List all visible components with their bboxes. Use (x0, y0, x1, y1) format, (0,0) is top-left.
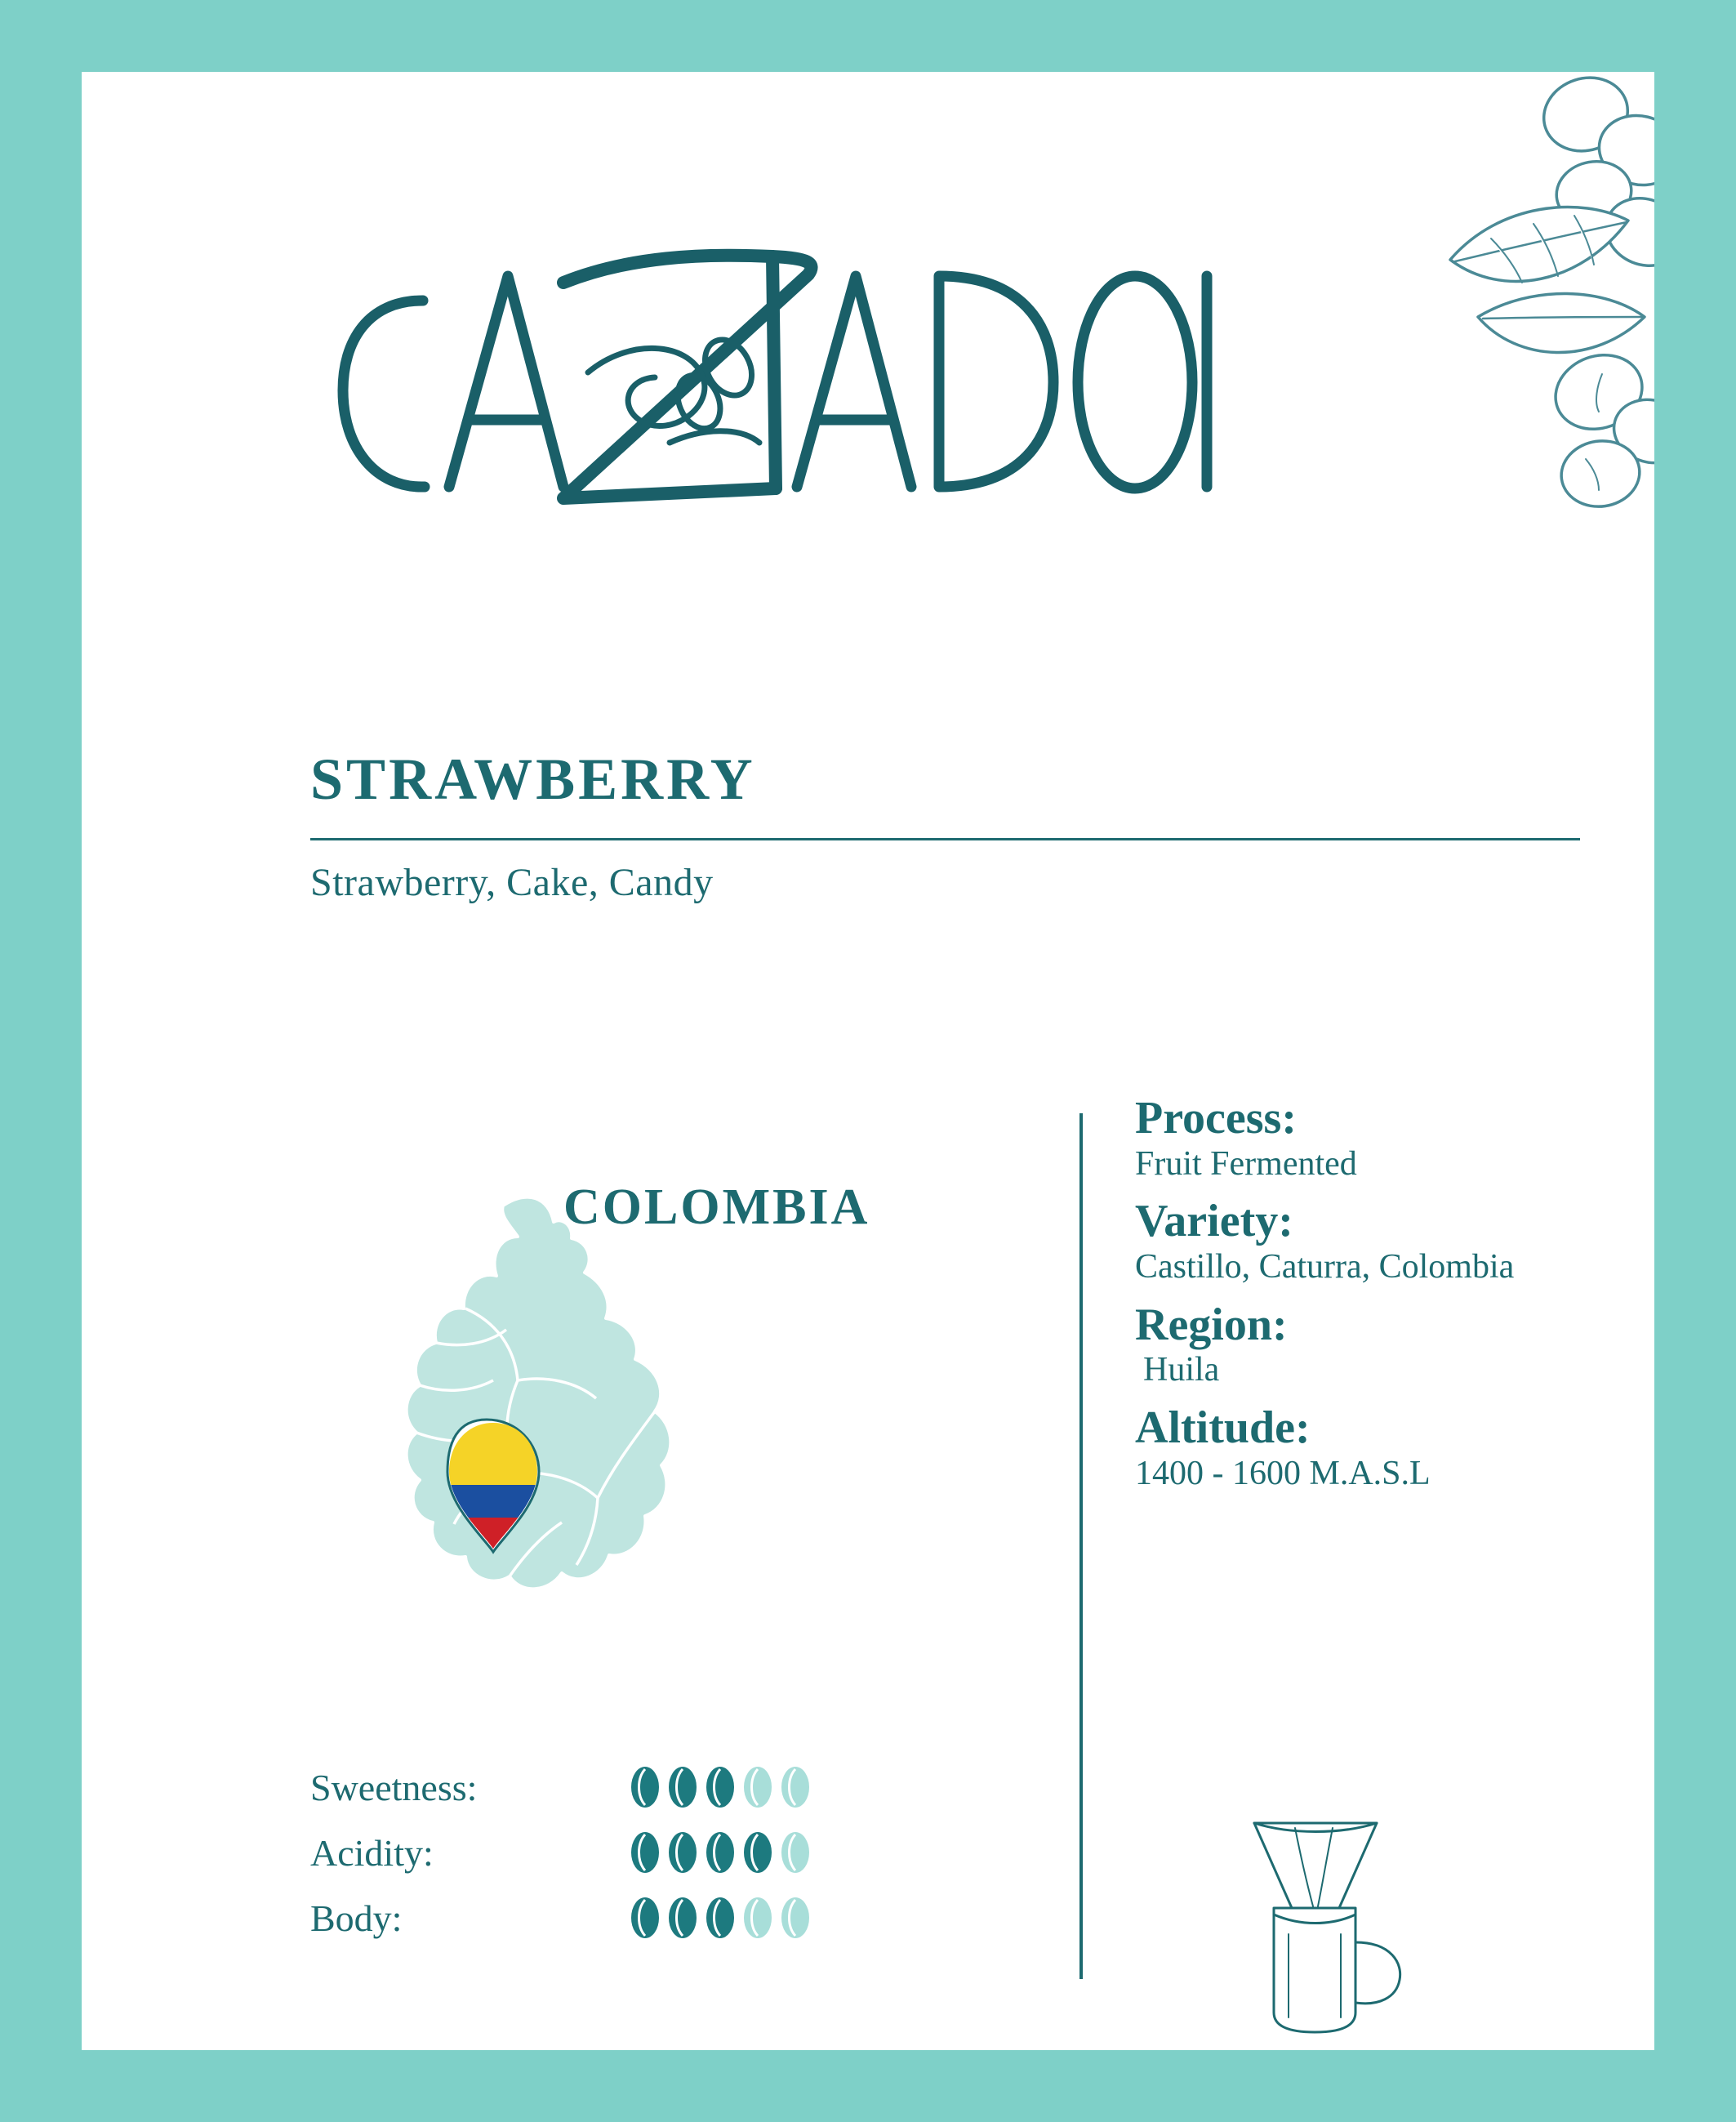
title-block (310, 747, 1592, 905)
bean-meter-sweetness (629, 1765, 812, 1809)
coffee-bean-icon-empty (741, 1765, 774, 1809)
coffee-bean-icon (704, 1765, 737, 1809)
coffee-bean-icon-empty (779, 1830, 812, 1875)
cazador-wordmark-logo (318, 178, 1217, 562)
coffee-bean-icon (666, 1830, 699, 1875)
title-divider (310, 838, 1580, 840)
rating-label-sweetness: Sweetness: (310, 1766, 478, 1808)
country-label: COLOMBIA (563, 1179, 870, 1235)
rating-label-acidity: Acidity: (310, 1831, 434, 1874)
spec-value-process: Fruit Fermented (1135, 1144, 1357, 1183)
coffee-bean-icon (629, 1765, 661, 1809)
coffee-bean-icon (666, 1896, 699, 1940)
coffee-bean-icon (666, 1765, 699, 1809)
pour-over-brewer-icon (1225, 1803, 1437, 2040)
spec-key-variety: Variety: (1135, 1196, 1293, 1247)
spec-value-region: Huila (1143, 1351, 1220, 1389)
coffee-bean-icon (629, 1830, 661, 1875)
bean-meter-body (629, 1896, 812, 1940)
page-title: STRAWBERRY (310, 747, 756, 812)
tasting-notes: Strawberry, Cake, Candy (310, 861, 714, 904)
coffee-bean-icon (741, 1830, 774, 1875)
rating-list (310, 1754, 882, 1950)
spec-value-altitude: 1400 - 1600 M.A.S.L (1135, 1454, 1431, 1492)
coffee-branch-illustration (1426, 72, 1654, 627)
colombia-map (343, 1175, 751, 1681)
brand-header (82, 72, 1654, 693)
coffee-bean-icon (629, 1896, 661, 1940)
rating-label-body: Body: (310, 1897, 403, 1939)
coffee-bean-icon (704, 1830, 737, 1875)
spec-key-process: Process: (1135, 1093, 1297, 1143)
rating-row (310, 1754, 882, 1820)
coffee-bean-icon-empty (779, 1896, 812, 1940)
vertical-divider (1079, 1113, 1083, 1979)
spec-key-altitude: Altitude: (1135, 1402, 1311, 1453)
spec-list (1135, 1093, 1641, 1505)
spec-value-variety: Castillo, Caturra, Colombia (1135, 1247, 1515, 1286)
coffee-label-card (82, 72, 1654, 2050)
coffee-bean-icon (704, 1896, 737, 1940)
coffee-bean-icon-empty (779, 1765, 812, 1809)
rating-row (310, 1885, 882, 1950)
rating-row (310, 1820, 882, 1885)
spec-key-region: Region: (1135, 1299, 1288, 1350)
coffee-bean-icon-empty (741, 1896, 774, 1940)
bean-meter-acidity (629, 1830, 812, 1875)
